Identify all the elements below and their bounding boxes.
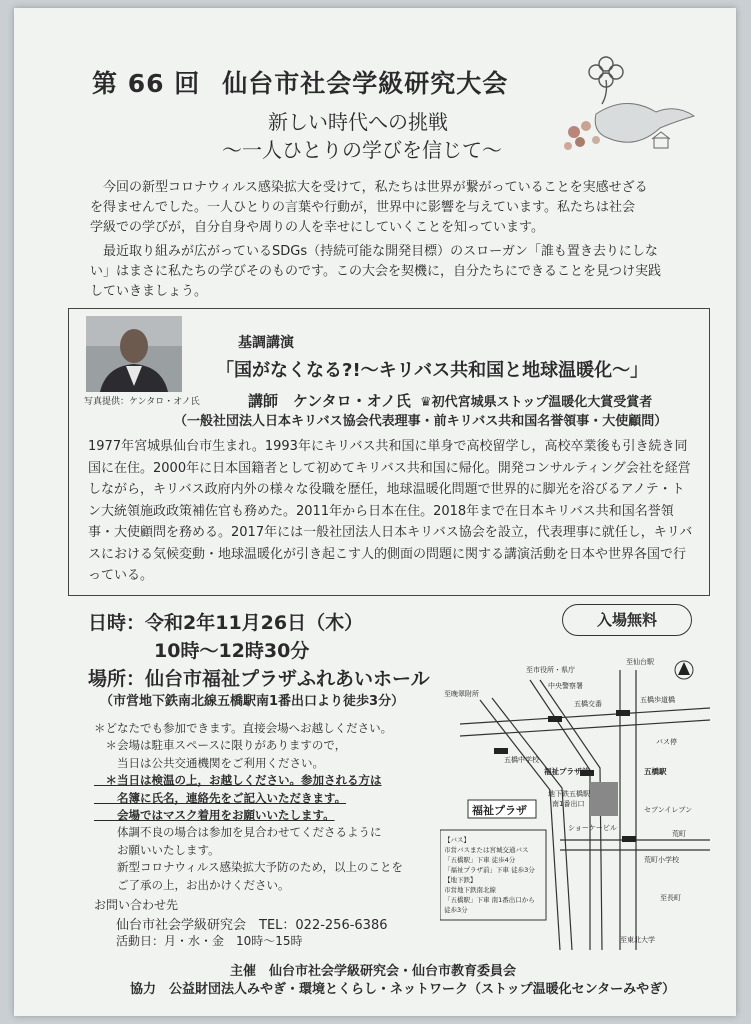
- award-note: ♛初代宮城県ストップ温暖化大賞受賞者: [420, 395, 653, 410]
- notes-list: [94, 720, 403, 894]
- event-access: （市営地下鉄南北線五橋駅南1番出口より徒歩3分）: [100, 694, 405, 709]
- flowers-icon: [564, 121, 600, 150]
- legend-line: 「福祉プラザ前」下車 徒歩3分: [444, 866, 535, 874]
- speaker-photo: [86, 316, 182, 392]
- legend-line: 【バス】: [444, 836, 470, 844]
- map-label: 荒町小学校: [644, 856, 679, 864]
- legend-line: 【地下鉄】: [444, 876, 477, 884]
- note-item: お願いいたします。: [94, 842, 220, 857]
- venue-block: [590, 782, 618, 816]
- intro-p2-line: い」はまさに私たちの学びそのものです。この大会を契機に，自分たちにできることを見つけ実践: [90, 264, 661, 279]
- organizer-support: 協力 公益財団法人みやぎ・環境とくらし・ネットワーク（ストップ温暖化センターみやぎ）: [130, 982, 676, 997]
- map-label: 福祉プラザ前: [544, 767, 589, 776]
- venue-label: 福祉プラザ: [472, 804, 527, 817]
- intro-p1-line: を得ませんでした。一人ひとりの言葉や行動が，世界中に影響を与えています。私たちは社会: [90, 200, 635, 215]
- map-label: 南1番出口: [552, 800, 585, 808]
- title-number: 第 66 回: [92, 69, 201, 98]
- map-legend: [440, 830, 546, 920]
- lecturer-affiliation: （一般社団法人日本キリバス協会代表理事・前キリバス共和国名誉領事・大使顧問）: [174, 414, 668, 429]
- intro-paragraph-2: [90, 242, 690, 302]
- event-venue: 場所：仙台市福祉プラザふれあいホール: [88, 668, 430, 690]
- map-label: 五橋中学校: [504, 756, 539, 764]
- keynote-heading: 基調講演: [238, 335, 294, 351]
- map-label: 至東北大学: [620, 936, 655, 944]
- event-date: 日時：令和2年11月26日（木）: [88, 612, 364, 634]
- map-label: 五橋駅: [644, 767, 667, 776]
- note-item: 新型コロナウィルス感染拡大予防のため，以上のことを: [94, 860, 404, 875]
- contact-line-1: 仙台市社会学級研究会 TEL：022-256-6386: [116, 918, 388, 933]
- map-label: ショーケービル: [568, 824, 617, 832]
- dove-icon: [595, 103, 694, 142]
- note-item: 当日は公共交通機関をご利用ください。: [94, 755, 324, 770]
- map-label: 五橋歩道橋: [640, 696, 675, 704]
- map-label: 至仙台駅: [626, 658, 654, 666]
- map-label: セブンイレブン: [644, 806, 693, 814]
- house-icon: [652, 132, 670, 148]
- legend-line: 「五橋駅」下車 南1番出口から: [444, 896, 535, 904]
- intro-p1-line: 今回の新型コロナウィルス感染拡大を受けて，私たちは世界が繋がっていることを実感せざる: [90, 180, 648, 195]
- map-label: 至長町: [660, 894, 681, 902]
- note-item: ＊どなたでも参加できます。直接会場へお越しください。: [94, 721, 393, 735]
- intro-p1-line: 学級での学びが，自分自身や周りの人を幸せにしていくことを知っています。: [90, 220, 544, 235]
- note-item: 体調不良の場合は参加を見合わせてくださるように: [94, 825, 382, 840]
- intro-p2-line: 最近取り組みが広がっているSDGs（持続可能な開発目標）のスローガン「誰も置き去りにしな: [90, 244, 658, 259]
- legend-line: 徒歩3分: [444, 906, 468, 914]
- intro-p2-line: していきましょう。: [90, 284, 208, 299]
- photo-caption: 写真提供：ケンタロ・オノ氏: [84, 397, 200, 407]
- map-label: 地下鉄五橋駅: [548, 790, 590, 798]
- note-item: ＊会場は駐車スペースに限りがありますので，: [94, 738, 347, 753]
- legend-line: 市営バスまたは宮城交通バス: [444, 846, 529, 854]
- legend-line: 市営地下鉄南北線: [444, 886, 496, 894]
- contact-heading: お問い合わせ先: [94, 898, 179, 912]
- map-label: 至市役所・県庁: [526, 666, 575, 674]
- subtitle-1: 新しい時代への挑戦: [268, 110, 448, 134]
- title-main: 仙台市社会学級研究大会: [222, 69, 509, 98]
- page-title: [92, 64, 612, 100]
- clover-icon: [589, 57, 623, 104]
- clover-dove-illustration: [556, 54, 706, 164]
- note-item: ＊当日は検温の上，お越しください。参加される方は: [94, 773, 382, 788]
- access-map: [440, 650, 710, 950]
- map-label: 至晚翠附所: [444, 690, 479, 698]
- intro-paragraph-1: [90, 178, 690, 238]
- keynote-title: 「国がなくなる?!～キリバス共和国と地球温暖化～」: [216, 360, 649, 381]
- organizer-host: 主催 仙台市社会学級研究会・仙台市教育委員会: [230, 964, 517, 979]
- contact-line-2: 活動日：月・水・金 10時～15時: [116, 934, 303, 948]
- subtitle-2: ～一人ひとりの学びを信じて～: [222, 138, 502, 162]
- note-item: ご了承の上，お出かけください。: [94, 877, 290, 892]
- map-label: 五橋交番: [574, 700, 602, 708]
- note-item: 名簿に氏名，連絡先をご記入いただきます。: [94, 790, 347, 805]
- lecturer-name: 講師 ケンタロ・オノ氏: [248, 392, 411, 410]
- free-admission-badge: 入場無料: [562, 604, 692, 636]
- compass-north-icon: [675, 661, 693, 679]
- legend-line: 「五橋駅」下車 徒歩4分: [444, 856, 516, 864]
- note-item: 会場ではマスク着用をお願いいたします。: [94, 808, 335, 823]
- map-label: 中央警察署: [548, 682, 583, 690]
- map-label: バス停: [656, 738, 677, 746]
- lecturer-bio: 1977年宮城県仙台市生まれ。1993年にキリバス共和国に単身で高校留学し，高校卒業後も引き続き同国に在住。2000年に日本国籍者として初めてキリバス共和国に帰化。開発コンサルティング会社を経営しながら，キリバス政府内外の様々な役職を歴任，地球温暖化問題で世界的に脚光を浴びるアノテ・トン大統領施政政策補佐官も務めた。2011年から日本在住。2018年まで在日本キリバス共和国名誉領事・大使顧問を務める。2017年には一般社団法人日本キリバス協会を設立，代表理事に就任し，キリバスにおける気候変動・地球温暖化が引き起こす人的側面の問題に関する講演活動を日本や世界各国で行っている。: [88, 439, 693, 583]
- map-label: 荒町: [672, 830, 686, 838]
- event-time: 10時～12時30分: [154, 640, 310, 662]
